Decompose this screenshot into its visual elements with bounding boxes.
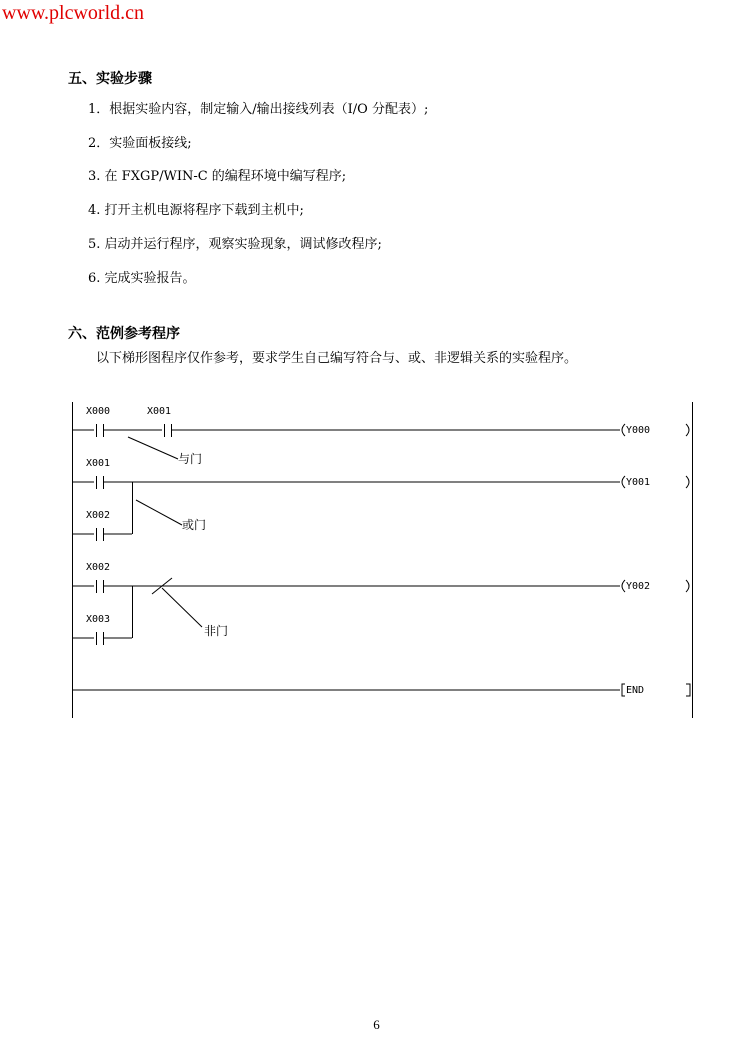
contact-x001-label: X001 (147, 406, 172, 417)
coil-y002-label: Y002 (626, 581, 651, 592)
and-gate-annotation: 与门 (178, 452, 203, 466)
coil-y001-label: Y001 (626, 477, 651, 488)
or-gate-annotation: 或门 (182, 518, 207, 532)
contact-x002-not-label: X002 (86, 562, 111, 573)
section-6-intro: 以下梯形图程序仅作参考，要求学生自己编写符合与、或、非逻辑关系的实验程序。 (96, 351, 578, 366)
end-instruction-label: END (626, 685, 645, 696)
step-1: 1．根据实验内容，制定输入/输出接线列表（I/O 分配表）; (88, 102, 429, 117)
watermark: www.plcworld.cn (2, 2, 145, 24)
coil-y000-label: Y000 (626, 425, 651, 436)
step-4: 4. 打开主机电源将程序下载到主机中; (88, 203, 304, 218)
contact-x000-label: X000 (86, 406, 111, 417)
page-number: 6 (373, 1017, 380, 1032)
contact-x002-or-label: X002 (86, 510, 111, 521)
step-6: 6. 完成实验报告。 (88, 271, 196, 286)
contact-x003-label: X003 (86, 614, 111, 625)
step-5: 5. 启动并运行程序，观察实验现象，调试修改程序; (88, 237, 382, 252)
section-5-heading: 五、实验步骤 (68, 71, 152, 87)
contact-x001-or-label: X001 (86, 458, 111, 469)
section-6-heading: 六、范例参考程序 (68, 326, 180, 342)
step-3: 3. 在 FXGP/WIN-C 的编程环境中编写程序; (88, 169, 347, 184)
step-2: 2．实验面板接线; (88, 136, 192, 151)
not-gate-annotation: 非门 (204, 624, 229, 638)
